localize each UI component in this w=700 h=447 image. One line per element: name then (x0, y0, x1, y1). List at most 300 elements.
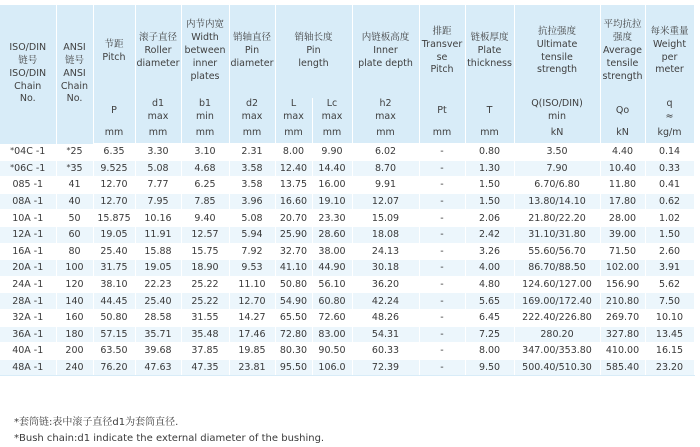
ansi-chain-value: 180 (65, 328, 84, 340)
ansi-chain-value: 40 (68, 196, 81, 208)
header-line: 每米重量 (650, 25, 689, 37)
table-cell: 31.55 (181, 309, 229, 326)
header-line: 平均抗拉 (603, 19, 642, 31)
table-cell: 11.10 (229, 276, 275, 293)
header-line: plate depth (358, 57, 413, 69)
header-line: 滚子直径 (138, 32, 177, 44)
iso-chain-no (0, 260, 56, 277)
header-label (136, 32, 181, 70)
table-cell: 14.40 (312, 160, 352, 177)
header-symbol (600, 98, 645, 124)
table-cell: 7.90 (514, 160, 600, 177)
iso-chain-value: 32A -1 (12, 312, 44, 324)
iso-chain-value: 28A -1 (12, 295, 44, 307)
table-cell: 32.70 (275, 243, 312, 260)
ansi-chain-value: 200 (65, 345, 84, 357)
table-cell: 169.00/172.40 (514, 293, 600, 310)
iso-chain-value: 08A -1 (12, 196, 44, 208)
table-cell: 14.27 (229, 309, 275, 326)
symbol-text: q (666, 98, 673, 110)
header-symbol (352, 98, 419, 124)
table-cell: 90.50 (312, 343, 352, 360)
table-cell: - (419, 144, 465, 161)
table-cell: 4.00 (465, 260, 514, 277)
iso-chain-value: 36A -1 (12, 328, 44, 340)
table-cell: 3.50 (514, 144, 600, 161)
header-symbol (135, 98, 181, 124)
table-cell: - (419, 210, 465, 227)
table-row (0, 226, 694, 243)
table-cell: 17.46 (229, 326, 275, 343)
table-cell: 6.02 (352, 144, 419, 161)
table-cell: 3.10 (181, 144, 229, 161)
table-cell: 38.00 (312, 243, 352, 260)
table-cell: 28.60 (312, 226, 352, 243)
table-cell: - (419, 359, 465, 376)
table-row (0, 276, 694, 293)
table-cell: 280.20 (514, 326, 600, 343)
header-line: ANSI (63, 67, 86, 79)
iso-chain-no (0, 177, 56, 194)
table-row (0, 243, 694, 260)
header-label (646, 26, 694, 77)
header-line: between (184, 45, 226, 57)
limit-text: min (196, 111, 214, 122)
header-line: ISO/DIN (9, 67, 47, 79)
symbol-text: P (111, 104, 117, 116)
header-line: tensile (606, 57, 639, 69)
table-cell: 31.10/31.80 (514, 226, 600, 243)
table-cell: 2.42 (465, 226, 514, 243)
table-cell: 38.10 (93, 276, 135, 293)
header-symbol (419, 98, 465, 124)
table-cell: 6.35 (93, 144, 135, 161)
table-cell: 222.40/226.80 (514, 309, 600, 326)
header-line: 销轴直径 (232, 32, 271, 44)
ansi-chain-value: 120 (65, 279, 84, 291)
table-cell: 410.00 (600, 343, 645, 360)
table-cell: 55.60/56.70 (514, 243, 600, 260)
table-cell: 13.75 (275, 177, 312, 194)
table-cell: 25.40 (93, 243, 135, 260)
table-cell: 20.70 (275, 210, 312, 227)
header-unit: mm (229, 124, 275, 144)
table-cell: 25.22 (181, 276, 229, 293)
bush-mark: * (10, 162, 15, 172)
header-unit: mm (352, 124, 419, 144)
table-cell: 12.70 (229, 293, 275, 310)
iso-chain-value: 16A -1 (12, 245, 44, 257)
table-cell: 327.80 (600, 326, 645, 343)
header-line: Pin (306, 45, 321, 57)
table-cell: 76.20 (93, 359, 135, 376)
table-cell: 23.30 (312, 210, 352, 227)
symbol-text: b1 (198, 98, 212, 110)
iso-chain-no (0, 144, 56, 161)
table-cell: 17.80 (600, 193, 645, 210)
table-row (0, 343, 694, 360)
table-cell: 9.50 (465, 359, 514, 376)
table-cell: 23.20 (645, 359, 694, 376)
symbol-text: L (290, 98, 297, 110)
table-cell: 28.00 (600, 210, 645, 227)
table-row (0, 144, 694, 161)
iso-chain-value: 48A -1 (12, 362, 44, 374)
table-cell: 7.77 (135, 177, 181, 194)
table-cell: 15.875 (93, 210, 135, 227)
table-cell: 39.00 (600, 226, 645, 243)
header-symbol (93, 98, 135, 124)
table-cell: 210.80 (600, 293, 645, 310)
table-cell: 8.00 (465, 343, 514, 360)
table-row (0, 309, 694, 326)
header-unit: mm (181, 124, 229, 144)
header-line: per (661, 51, 678, 63)
table-cell: 3.30 (135, 144, 181, 161)
table-row (0, 160, 694, 177)
bush-mark: * (66, 146, 71, 156)
header-line: Pitch (430, 64, 454, 76)
table-body (0, 144, 694, 376)
table-cell: 42.24 (352, 293, 419, 310)
ansi-chain-no (56, 309, 93, 326)
table-cell: 72.80 (275, 326, 312, 343)
table-cell: 28.58 (135, 309, 181, 326)
table-cell: 72.60 (312, 309, 352, 326)
header-line: thickness (467, 57, 512, 69)
header-cell (645, 5, 694, 98)
header-cell (352, 5, 419, 98)
header-label (276, 32, 352, 70)
table-cell: 10.16 (135, 210, 181, 227)
table-cell: 54.90 (275, 293, 312, 310)
iso-chain-no (0, 243, 56, 260)
header-cell (275, 5, 352, 98)
table-cell: 16.60 (275, 193, 312, 210)
header-line: No. (66, 93, 83, 105)
table-cell: 83.00 (312, 326, 352, 343)
table-cell: 124.60/127.00 (514, 276, 600, 293)
table-cell: 16.15 (645, 343, 694, 360)
table-cell: 500.40/510.30 (514, 359, 600, 376)
header-line: plates (190, 70, 220, 82)
table-cell: - (419, 260, 465, 277)
header-line: Width (191, 32, 219, 44)
header-symbol (275, 98, 312, 124)
header-label (515, 26, 600, 77)
header-label (230, 32, 275, 70)
table-cell: 50.80 (275, 276, 312, 293)
header-cell (514, 5, 600, 98)
header-line: 链板厚度 (470, 32, 509, 44)
ansi-chain-no (56, 144, 93, 161)
symbol-text: T (486, 104, 493, 116)
iso-chain-no (0, 226, 56, 243)
header-symbol (312, 98, 352, 124)
limit-text: max (321, 111, 343, 122)
iso-chain-value: 12A -1 (12, 229, 44, 241)
table-cell: 54.31 (352, 326, 419, 343)
table-cell: 60.33 (352, 343, 419, 360)
table-cell: - (419, 293, 465, 310)
header-cell (181, 5, 229, 98)
iso-chain-value: 06C -1 (14, 162, 46, 174)
table-cell: 15.88 (135, 243, 181, 260)
table-cell: - (419, 309, 465, 326)
table-cell: 35.48 (181, 326, 229, 343)
header-label (57, 42, 93, 106)
table-cell: 48.26 (352, 309, 419, 326)
ansi-chain-no (56, 193, 93, 210)
table-cell: 106.0 (312, 359, 352, 376)
limit-text: ≈ (665, 111, 674, 122)
table-cell: 9.91 (352, 177, 419, 194)
table-cell: 3.96 (229, 193, 275, 210)
table-cell: 71.50 (600, 243, 645, 260)
header-unit: mm (135, 124, 181, 144)
header-line: 排距 (432, 25, 452, 37)
table-cell: 2.06 (465, 210, 514, 227)
symbol-text: d1 (151, 98, 165, 110)
table-cell: 19.05 (135, 260, 181, 277)
ansi-chain-value: 240 (65, 362, 84, 374)
header-label (0, 42, 56, 106)
table-cell: 57.15 (93, 326, 135, 343)
header-line: Average (603, 45, 643, 57)
table-cell: 9.525 (93, 160, 135, 177)
header-line: Ultimate (536, 38, 578, 50)
header-label (94, 39, 135, 65)
table-cell: 44.90 (312, 260, 352, 277)
table-cell: 6.45 (465, 309, 514, 326)
symbol-text: Qo (615, 104, 630, 116)
header-line: strength (537, 64, 578, 76)
header-cell (135, 5, 181, 98)
header-symbol (229, 98, 275, 124)
header-line: ANSI (63, 42, 86, 54)
ansi-chain-value: 60 (68, 229, 81, 241)
table-cell: 8.70 (352, 160, 419, 177)
table-cell: 102.00 (600, 260, 645, 277)
table-cell: 12.07 (352, 193, 419, 210)
ansi-chain-value: 35 (70, 162, 83, 174)
ansi-chain-no (56, 243, 93, 260)
table-cell: 7.95 (135, 193, 181, 210)
ansi-chain-value: 50 (68, 212, 81, 224)
header-label (601, 19, 645, 83)
header-unit: mm (419, 124, 465, 144)
ansi-chain-value: 41 (68, 179, 81, 191)
header-line: Plate (477, 45, 502, 57)
table-cell: 31.75 (93, 260, 135, 277)
iso-chain-no (0, 326, 56, 343)
header-unit: kN (600, 124, 645, 144)
table-cell: 7.85 (181, 193, 229, 210)
header-cell (56, 5, 93, 144)
table-cell: 347.00/353.80 (514, 343, 600, 360)
header-unit: mm (275, 124, 312, 144)
table-cell: 41.10 (275, 260, 312, 277)
table-cell: 16.00 (312, 177, 352, 194)
ansi-chain-no (56, 343, 93, 360)
iso-chain-no (0, 359, 56, 376)
table-cell: 30.18 (352, 260, 419, 277)
limit-text: min (548, 111, 566, 122)
table-row (0, 260, 694, 277)
iso-chain-no (0, 343, 56, 360)
table-cell: 13.45 (645, 326, 694, 343)
table-cell: 19.85 (229, 343, 275, 360)
header-line: Chain (60, 80, 89, 92)
footnotes (14, 415, 324, 447)
table-cell: 5.94 (229, 226, 275, 243)
symbol-text: Pt (437, 104, 447, 116)
header-line: Weight (652, 38, 687, 50)
table-cell: 24.13 (352, 243, 419, 260)
table-cell: 56.10 (312, 276, 352, 293)
header-line: Roller (144, 45, 172, 57)
table-cell: - (419, 343, 465, 360)
symbol-text: d2 (245, 98, 259, 110)
iso-chain-no (0, 309, 56, 326)
table-cell: 12.70 (93, 193, 135, 210)
table-cell: 156.90 (600, 276, 645, 293)
table-cell: 3.26 (465, 243, 514, 260)
header-line: 强度 (613, 32, 633, 44)
table-cell: 11.91 (135, 226, 181, 243)
header-line: Chain (14, 80, 42, 92)
table-cell: - (419, 160, 465, 177)
header-cell (229, 5, 275, 98)
iso-chain-value: 40A -1 (12, 345, 44, 357)
header-line: 节距 (104, 38, 124, 50)
header-symbol (465, 98, 514, 124)
table-row (0, 359, 694, 376)
table-cell: 0.14 (645, 144, 694, 161)
table-cell: 10.10 (645, 309, 694, 326)
bush-mark: * (66, 162, 71, 172)
table-cell: 13.80/14.10 (514, 193, 600, 210)
table-cell: 0.41 (645, 177, 694, 194)
table-cell: 22.23 (135, 276, 181, 293)
footnote-cn: *套筒链:表中滚子直径d1为套筒直径. (14, 417, 179, 428)
table-cell: 47.35 (181, 359, 229, 376)
header-line: 链号 (18, 55, 38, 67)
table-cell: 18.08 (352, 226, 419, 243)
table-cell: 15.75 (181, 243, 229, 260)
table-cell: 9.90 (312, 144, 352, 161)
ansi-chain-no (56, 359, 93, 376)
header-unit: kg/m (645, 124, 694, 144)
table-cell: 12.40 (275, 160, 312, 177)
ansi-chain-no (56, 260, 93, 277)
table-row (0, 293, 694, 310)
ansi-chain-value: 100 (65, 262, 84, 274)
table-cell: 4.68 (181, 160, 229, 177)
table-cell: 35.71 (135, 326, 181, 343)
ansi-chain-value: 25 (70, 146, 83, 158)
ansi-chain-no (56, 276, 93, 293)
header-unit: mm (465, 124, 514, 144)
header-line: inner (192, 57, 218, 69)
header-label (420, 26, 465, 77)
table-cell: - (419, 326, 465, 343)
iso-chain-no (0, 193, 56, 210)
ansi-chain-no (56, 326, 93, 343)
header-line: diameter (136, 57, 180, 69)
table-cell: 2.60 (645, 243, 694, 260)
table-cell: 86.70/88.50 (514, 260, 600, 277)
header-unit: mm (93, 124, 135, 144)
symbol-text: h2 (379, 98, 392, 110)
table-cell: 65.50 (275, 309, 312, 326)
table-cell: 80.30 (275, 343, 312, 360)
table-cell: 12.70 (93, 177, 135, 194)
table-cell: 0.80 (465, 144, 514, 161)
header-symbol (514, 98, 600, 124)
header-label (182, 19, 229, 83)
table-cell: 47.63 (135, 359, 181, 376)
table-row (0, 193, 694, 210)
ansi-chain-no (56, 226, 93, 243)
table-cell: 2.31 (229, 144, 275, 161)
header-line: 销轴长度 (294, 32, 333, 44)
ansi-chain-no (56, 160, 93, 177)
table-cell: 39.68 (135, 343, 181, 360)
limit-text: max (283, 111, 304, 122)
table-cell: 19.10 (312, 193, 352, 210)
table-cell: 7.92 (229, 243, 275, 260)
table-cell: 1.50 (465, 193, 514, 210)
table-cell: 6.70/6.80 (514, 177, 600, 194)
iso-chain-value: 24A -1 (12, 279, 44, 291)
header-label (353, 32, 419, 70)
header-cell (465, 5, 514, 98)
table-cell: 12.57 (181, 226, 229, 243)
table-cell: 37.85 (181, 343, 229, 360)
table-cell: 25.22 (181, 293, 229, 310)
table-cell: 1.50 (465, 177, 514, 194)
table-header (0, 5, 694, 144)
header-line: ISO/DIN (9, 42, 47, 54)
iso-chain-no (0, 210, 56, 227)
header-line: strength (602, 70, 643, 82)
iso-chain-no (0, 293, 56, 310)
table-cell: 25.90 (275, 226, 312, 243)
table-cell: 3.91 (645, 260, 694, 277)
table-cell: 9.53 (229, 260, 275, 277)
table-cell: 3.58 (229, 177, 275, 194)
table-cell: 72.39 (352, 359, 419, 376)
table-cell: 15.09 (352, 210, 419, 227)
table-cell: 7.25 (465, 326, 514, 343)
table-cell: 95.50 (275, 359, 312, 376)
iso-chain-value: 10A -1 (12, 212, 44, 224)
header-line: length (298, 57, 329, 69)
header-line: diameter (230, 57, 274, 69)
header-symbol (645, 98, 694, 124)
table-cell: 1.50 (645, 226, 694, 243)
table-cell: 1.30 (465, 160, 514, 177)
table-cell: - (419, 226, 465, 243)
table-row (0, 210, 694, 227)
table-cell: 585.40 (600, 359, 645, 376)
table-cell: 25.40 (135, 293, 181, 310)
limit-text: max (241, 111, 263, 122)
table-cell: 63.50 (93, 343, 135, 360)
header-line: 内节内宽 (185, 19, 224, 31)
limit-text: max (147, 111, 169, 122)
